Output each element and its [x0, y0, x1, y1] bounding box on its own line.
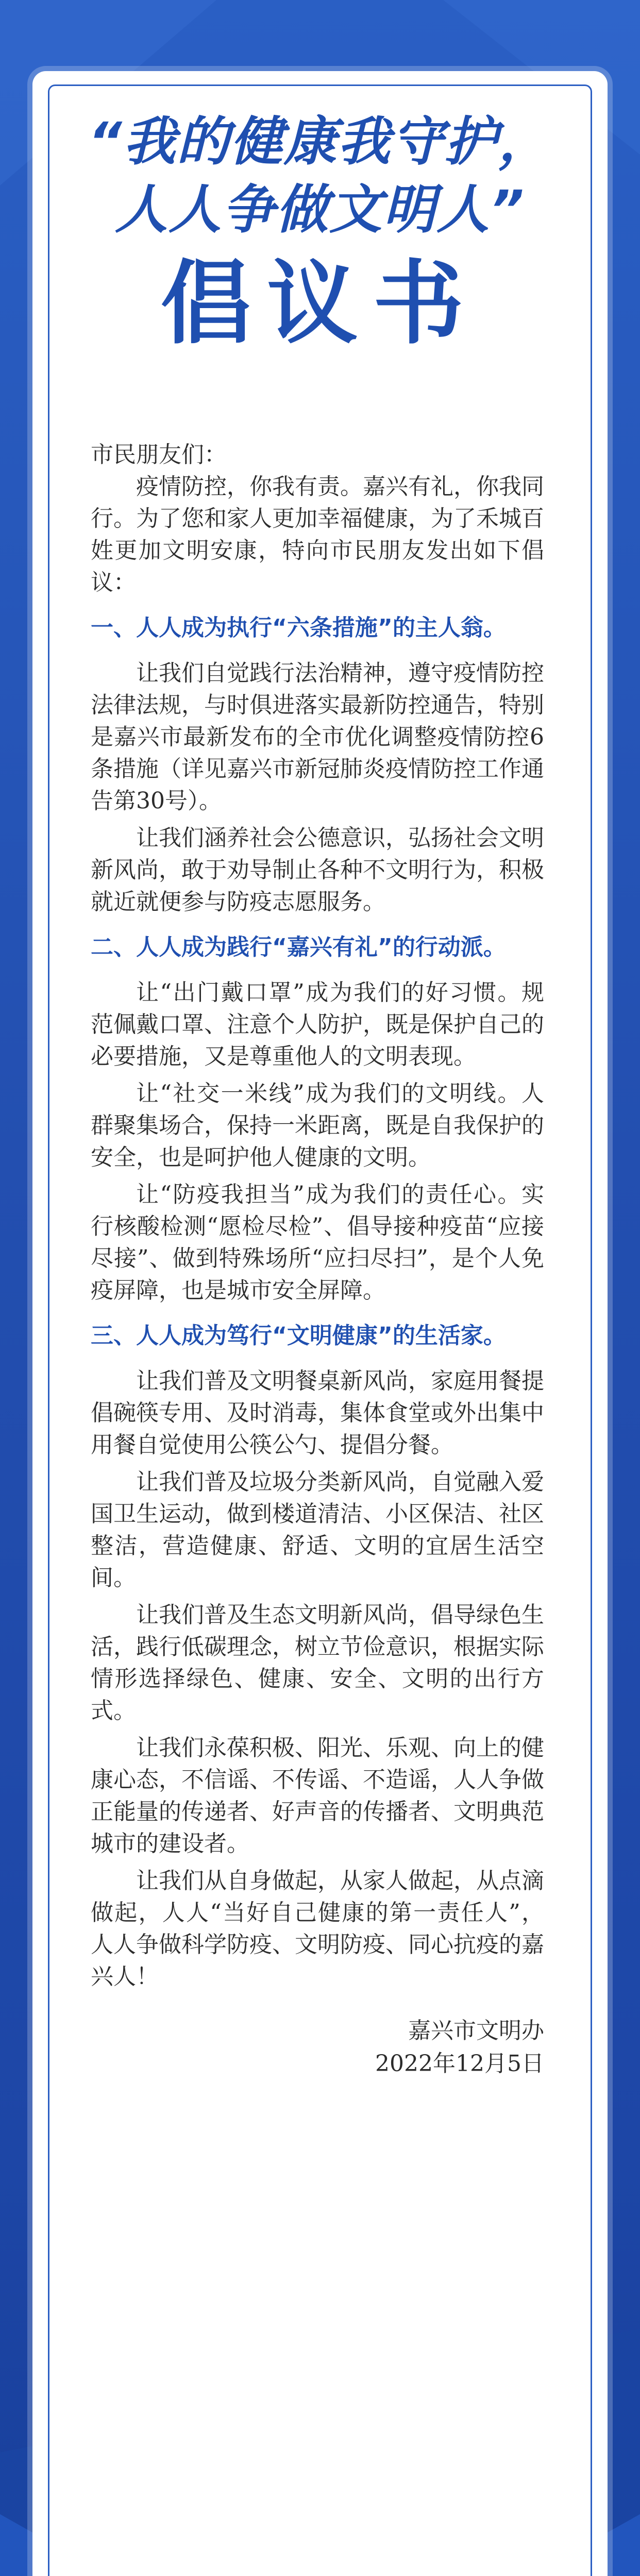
section-2-paragraph: 让“防疫我担当”成为我们的责任心。实行核酸检测“愿检尽检”、倡导接种疫苗“应接尽接”、做到特殊场所“应扫尽扫”，是个人免疫屏障，也是城市安全屏障。 — [91, 1181, 544, 1303]
section-1-paragraph: 让我们涵养社会公德意识，弘扬社会文明新风尚，敢于劝导制止各种不文明行为，积极就近就便参与防疫志愿服务。 — [91, 825, 544, 915]
greeting: 市民朋友们： — [91, 442, 227, 468]
title-line-1: “我的健康我守护， — [88, 111, 552, 173]
section-heading-1: 一、人人成为执行“六条措施”的主人翁。 — [91, 615, 506, 641]
section-2-paragraph: 让“出门戴口罩”成为我们的好习惯。规范佩戴口罩、注意个人防护，既是保护自己的必要措施，又是尊重他人的文明表现。 — [91, 979, 544, 1070]
title-line-2: 人人争做文明人” — [115, 179, 525, 241]
signature-block — [91, 2014, 544, 2080]
section-3-paragraph: 让我们普及生态文明新风尚，倡导绿色生活，践行低碳理念，树立节俭意识，根据实际情形选择绿色、健康、安全、文明的出行方式。 — [91, 1602, 544, 1724]
section-1-paragraph: 让我们自觉践行法治精神，遵守疫情防控法律法规，与时俱进落实最新防控通告，特别是嘉兴市最新发布的全市优化调整疫情防控6条措施（详见嘉兴市新冠肺炎疫情防控工作通告第30号）。 — [91, 660, 544, 814]
section-3-paragraph: 让我们永葆积极、阳光、乐观、向上的健康心态，不信谣、不传谣、不造谣，人人争做正能量的传递者、好声音的传播者、文明典范城市的建设者。 — [91, 1735, 544, 1857]
document-title: 倡议书 — [160, 251, 479, 357]
signature-org: 嘉兴市文明办 — [408, 2018, 544, 2044]
section-heading-3: 三、人人成为笃行“文明健康”的生活家。 — [91, 1323, 506, 1349]
section-3-paragraph: 让我们从自身做起，从家人做起，从点滴做起，人人“当好自己健康的第一责任人”，人人争做科学防疫、文明防疫、同心抗疫的嘉兴人！ — [91, 1868, 544, 1990]
section-3-paragraph: 让我们普及垃圾分类新风尚，自觉融入爱国卫生运动，做到楼道清洁、小区保洁、社区整洁，营造健康、舒适、文明的宜居生活空间。 — [91, 1469, 544, 1591]
signature-date: 2022年12月5日 — [375, 2050, 544, 2077]
section-2-paragraph: 让“社交一米线”成为我们的文明线。人群聚集场合，保持一米距离，既是自我保护的安全，也是呵护他人健康的文明。 — [91, 1080, 544, 1171]
document-body — [91, 439, 544, 2080]
title-block — [0, 108, 640, 361]
section-heading-2: 二、人人成为践行“嘉兴有礼”的行动派。 — [91, 934, 506, 960]
intro-paragraph: 疫情防控，你我有责。嘉兴有礼，你我同行。为了您和家人更加幸福健康，为了禾城百姓更加文明安康，特向市民朋友发出如下倡议： — [91, 473, 544, 596]
section-3-paragraph: 让我们普及文明餐桌新风尚，家庭用餐提倡碗筷专用、及时消毒，集体食堂或外出集中用餐自觉使用公筷公勺、提倡分餐。 — [91, 1368, 544, 1458]
